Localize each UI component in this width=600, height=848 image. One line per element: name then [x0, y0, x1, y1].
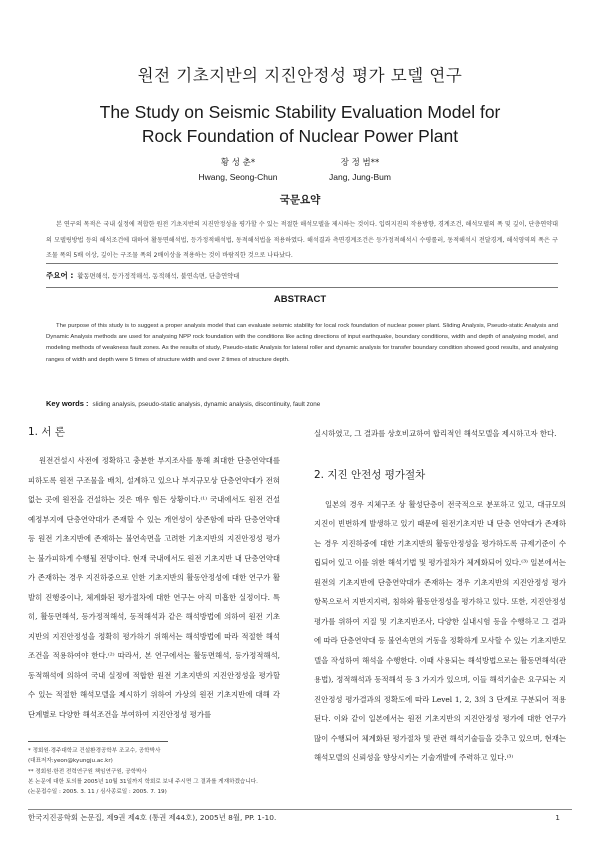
title-english	[0, 100, 600, 148]
section-1-title: 1. 서 론	[28, 426, 65, 438]
title-korean: 원전 기초지반의 지진안정성 평가 모델 연구	[137, 66, 463, 85]
abstract-korean: 본 연구의 목적은 국내 실정에 적합한 원전 기초지반의 지진안정성을 평가할 수 있는 적절한 해석모델을 제시하는 것이다. 입력지진의 작용방향, 경계조건, 해석모델의 폭 및 깊이, 단층연약대의 모델링방법 등의 해석조건에 대하여 활동면해석법, 등가정적해석법, 동적해석법을 적용하였다. 해석결과 측면경계조건은 등가정적해석시 수평롤러, 동적해석시 전달경계, 해석영역의 폭은 구조물 폭의 5배 이상, 깊이는 구조물 폭의 2배이상을 적용하는 것이 바람직한 것으로 나타났다.	[46, 221, 558, 259]
author-2	[290, 156, 430, 184]
abstract-english: The purpose of this study is to suggest a proper analysis model that can evaluate seismic stability for local rock foundation of nuclear power plant. Sliding Analysis, Pseudo-static Analysis and Dynamic Analysis methods are used for analysing NPP rock foundation with the conditions like acting directions of input earthquake, boundary conditions, width and depth of analysing model, and modeling methods of weakness fault zones. As the results of study, Pseudo-static Analysis for lateral roller and dynamic analysis for transfer boundary condition showed good results, and analysing ranges of width and depth were 5 times of structure width and over 2 times of structure depth.	[46, 323, 558, 363]
footer-divider	[28, 809, 572, 810]
section-2-title: 2. 지진 안전성 평가절차	[314, 468, 426, 481]
abstract-english-heading: ABSTRACT	[273, 294, 327, 305]
abstract-korean-heading: 국문요약	[279, 194, 321, 206]
footnote-line: 본 논문에 대한 토의를 2005년 10월 31일까지 학회로 보내 주시면 그 결과를 게재하겠습니다.	[28, 778, 258, 785]
right-column	[314, 424, 566, 768]
author-2-name-ko: 장 정 범**	[340, 158, 380, 168]
divider	[46, 287, 558, 288]
section-1-paragraph-continued: 실시하였고, 그 결과를 상호비교하여 합리적인 해석모델을 제시하고자 한다.	[314, 429, 557, 438]
title-english-line1: The Study on Seismic Stability Evaluation Model for	[99, 102, 501, 122]
author-1-name-ko: 황 성 춘*	[220, 158, 256, 168]
journal-footer: 한국지진공학회 논문집, 제9권 제4호 (통권 제44호), 2005년 8월, PP. 1-10.	[28, 813, 277, 822]
keywords-english	[46, 399, 558, 408]
section-1-paragraph: 원전건설시 사전에 정확하고 충분한 부지조사를 통해 최대한 단층연약대를 피하도록 원전 구조물을 배치, 설계하고 있으나 부지규모상 단층연약대가 전혀 없는 곳에 원전을 건설하는 것은 매우 힘든 상황이다.⁽¹⁾ 국내에서도 원전 건설 예정부지에 단층연약대가 존재할 수 있는 개연성이 상존함에 따라 단층연약대 등 원전 기초지반에 존재하는 불연속면을 고려한 기초지반의 지진안정성 평가는 불가피하게 수행될 전망이다. 현재 국내에서도 원전 기초지반 내 단층연약대가 존재하는 경우 지진하중으로 인한 기초지반의 활동안정성에 대한 연구가 활발히 진행중이나, 체계화된 평가절차에 대한 연구는 아직 미흡한 실정이다. 특히, 활동면해석, 등가정적해석, 동적해석과 같은 해석방법에 의하여 원전 기초지반의 지진안정성을 정확히 평가하기 위해서는 해석방법에 따라 적절한 해석조건을 적용하여야 한다.⁽²⁾ 따라서, 본 연구에서는 활동면해석, 등가정적해석, 동적해석에 의하여 국내 실정에 적합한 원전 기초지반의 지진안정성을 평가할 수 있는 적절한 해석모델을 제시하기 위하여 가상의 원전 기초지반에 대해 각 단계별로 다양한 해석조건을 부여하여 지진안정성 평가를	[28, 456, 280, 719]
keywords-korean	[46, 270, 558, 281]
keywords-korean-list: 활동면해석, 등가정적해석, 동적해석, 불연속면, 단층연약대	[77, 273, 240, 280]
author-1-name-en: Hwang, Seong-Chun	[198, 172, 278, 182]
divider	[46, 263, 558, 264]
author-1	[168, 156, 308, 184]
section-2-paragraph: 일본의 경우 지체구조 상 활성단층이 전국적으로 분포하고 있고, 대규모의 지진이 빈번하게 발생하고 있기 때문에 원전기초지반 내 단층 연약대가 존재하는 경우 지진하중에 대한 기초지반의 활동안정성을 평가하도록 규제기준이 수립되어 있고 이를 위한 해석기법 및 평가절차가 체계화되어 있다.⁽³⁾ 일본에서는 원전의 기초지반에 단층연약대가 존재하는 경우 기초지반의 지진안정성 평가항목으로서 지반지지력, 침하와 활동안정성을 평가하고 있다. 또한, 지진안정성 평가를 위하여 지질 및 기초지반조사, 다양한 실내시험 등을 수행하고 그 결과에 따라 단층연약대 등 불연속면의 거동을 정확하게 모사할 수 있는 기초지반모델을 작성하여 해석을 수행한다. 이때 사용되는 해석방법으로는 활동면해석(관용법), 정적해석과 동적해석 등 3 가지가 있으며, 이들 해석기술은 요구되는 지진안정성 평가결과의 정확도에 따라 Level 1, 2, 3의 3 단계로 구분되어 적용된다. 이와 같이 일본에서는 원전 기초지반의 지진안정성 평가에 대한 연구가 많이 수행되어 체계화된 평가절차 및 관련 해석기술들을 갖추고 있으며, 현재는 해석모델의 신뢰성을 향상시키는 기술개발에 주력하고 있다.⁽³⁾	[314, 499, 566, 762]
left-column	[28, 424, 280, 724]
footnote-line: ** 정회원·한전 전력연구원 책임연구원, 공학박사	[28, 768, 147, 775]
keywords-english-list: sliding analysis, pseudo-static analysis, dynamic analysis, discontinuity, fault zone	[92, 401, 321, 408]
author-2-name-en: Jang, Jung-Bum	[329, 172, 391, 182]
footnotes	[28, 746, 288, 797]
footnote-divider	[28, 741, 168, 742]
footnote-line: (대표저자:yeon@kyungju.ac.kr)	[28, 758, 113, 765]
author-block	[0, 156, 600, 186]
title-english-line2: Rock Foundation of Nuclear Power Plant	[141, 126, 459, 146]
footnote-line: * 정회원·경주대학교 건설환경공학부 조교수, 공학박사	[28, 748, 161, 754]
page-number: 1	[555, 813, 560, 822]
keywords-english-label: Key words :	[46, 399, 89, 408]
footnote-line: (논문접수일 : 2005. 3. 11 / 심사종료일 : 2005. 7. 19)	[28, 789, 167, 796]
keywords-korean-label: 주요어 :	[46, 271, 74, 280]
